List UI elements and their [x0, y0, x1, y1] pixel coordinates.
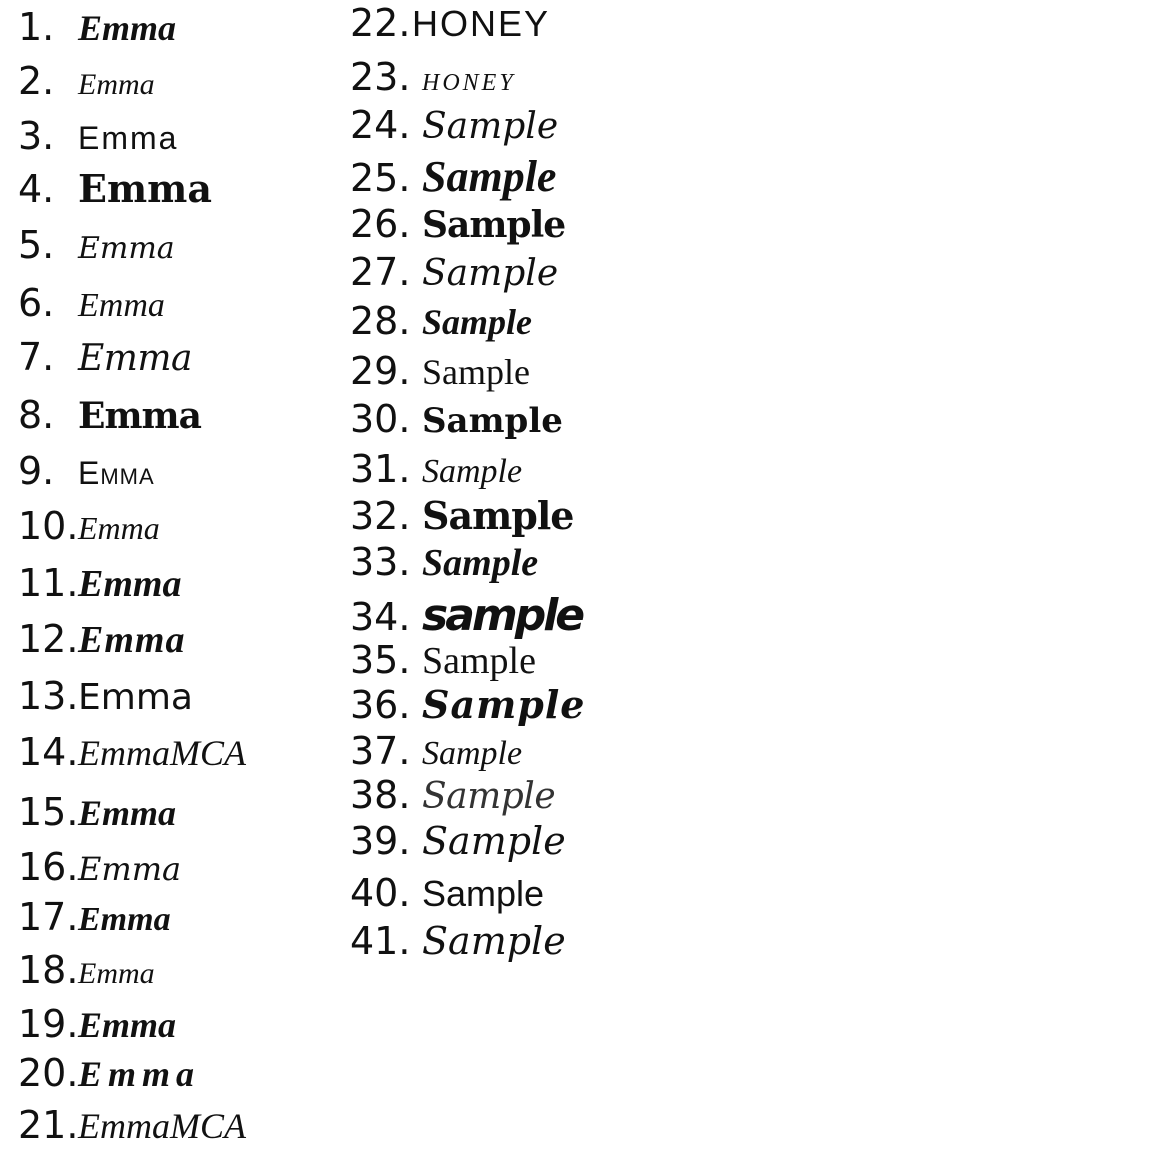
- font-option-5: [18, 223, 175, 267]
- option-number: 3.: [18, 114, 55, 158]
- option-number: 40.: [350, 871, 411, 915]
- sample-text: Sample: [422, 401, 563, 441]
- font-option-9: [18, 449, 155, 493]
- sample-text: Sample: [422, 453, 523, 490]
- sample-text: Sample: [422, 919, 566, 963]
- option-number: 37.: [350, 729, 411, 773]
- sample-text: Emma: [78, 850, 182, 888]
- option-number: 20.: [18, 1051, 79, 1095]
- font-option-2: [18, 59, 155, 103]
- sample-text: Emma: [78, 901, 171, 938]
- option-number: 26.: [350, 202, 411, 246]
- option-number: 18.: [18, 948, 79, 992]
- font-option-11: [18, 561, 182, 605]
- sample-text: EmmaMCA: [78, 1106, 246, 1146]
- option-number: 4.: [18, 167, 55, 211]
- option-number: 17.: [18, 895, 79, 939]
- font-option-28: [350, 299, 533, 343]
- font-option-19: [18, 1002, 177, 1046]
- sample-text: Sample: [422, 640, 536, 682]
- font-option-8: [18, 393, 201, 437]
- sample-text: Emma: [78, 1005, 177, 1045]
- font-option-31: [350, 447, 523, 491]
- font-option-21: [18, 1103, 246, 1147]
- font-option-40: [350, 871, 545, 915]
- sample-text: Emma: [78, 120, 179, 156]
- sample-text: Emma: [78, 338, 193, 379]
- option-number: 22.: [350, 1, 411, 45]
- sample-text: Emma: [78, 563, 182, 605]
- font-option-39: [350, 819, 566, 863]
- font-option-3: [18, 114, 179, 158]
- sample-text: Emma: [78, 619, 186, 661]
- sample-text: Emma: [78, 395, 201, 437]
- font-option-37: [350, 729, 523, 773]
- font-option-1: [18, 5, 177, 49]
- font-option-14: [18, 730, 246, 774]
- font-option-38: [350, 773, 556, 817]
- sample-text: Emma: [78, 231, 175, 266]
- option-number: 35.: [350, 638, 411, 682]
- option-number: 32.: [350, 494, 411, 538]
- font-option-34: [350, 590, 583, 641]
- font-option-24: [350, 103, 559, 147]
- sample-text: sample: [422, 590, 583, 641]
- option-number: 13.: [18, 674, 79, 718]
- option-number: 19.: [18, 1002, 79, 1046]
- sample-text: HONEY: [422, 70, 516, 96]
- sample-text: Sample: [422, 682, 586, 727]
- sample-text: Sample: [422, 302, 533, 342]
- option-number: 30.: [350, 397, 411, 441]
- font-option-7: [18, 335, 193, 379]
- sample-text: Emma: [78, 1054, 201, 1094]
- sample-text: Emma: [78, 8, 177, 48]
- sample-text: Emma: [78, 793, 177, 833]
- option-number: 14.: [18, 730, 79, 774]
- option-number: 10.: [18, 504, 79, 548]
- sample-text: Emma: [78, 677, 193, 718]
- sample-text: Sample: [422, 152, 557, 201]
- font-option-30: [350, 397, 563, 441]
- font-option-23: [350, 55, 516, 99]
- sample-text: Sample: [422, 106, 559, 147]
- option-number: 2.: [18, 59, 55, 103]
- option-number: 38.: [350, 773, 411, 817]
- option-number: 41.: [350, 919, 411, 963]
- sample-text: Emma: [78, 287, 165, 324]
- font-option-33: [350, 540, 539, 584]
- sample-text: Emma: [78, 455, 155, 491]
- option-number: 8.: [18, 393, 55, 437]
- font-option-15: [18, 790, 177, 834]
- sample-text: Sample: [422, 204, 566, 246]
- font-option-26: [350, 202, 566, 246]
- font-option-25: [350, 152, 557, 201]
- sample-text: Sample: [422, 352, 530, 392]
- sample-text: Sample: [422, 735, 523, 772]
- option-number: 11.: [18, 561, 79, 605]
- sample-text: Sample: [422, 493, 574, 538]
- font-option-29: [350, 349, 530, 393]
- option-number: 31.: [350, 447, 411, 491]
- sample-text: Sample: [422, 819, 566, 863]
- sample-text: Sample: [422, 542, 539, 584]
- option-number: 9.: [18, 449, 55, 493]
- font-option-36: [350, 682, 586, 727]
- option-number: 6.: [18, 281, 55, 325]
- sample-text: Sample: [422, 776, 556, 817]
- option-number: 29.: [350, 349, 411, 393]
- font-option-32: [350, 493, 574, 538]
- font-option-41: [350, 919, 566, 963]
- option-number: 33.: [350, 540, 411, 584]
- font-option-20: [18, 1051, 201, 1095]
- option-number: 24.: [350, 103, 411, 147]
- option-number: 12.: [18, 617, 79, 661]
- sample-text: Emma: [78, 510, 160, 546]
- font-option-17: [18, 895, 171, 939]
- font-option-6: [18, 281, 165, 325]
- sample-text: Emma: [78, 68, 155, 101]
- option-number: 39.: [350, 819, 411, 863]
- font-option-27: [350, 250, 559, 294]
- option-number: 28.: [350, 299, 411, 343]
- font-option-18: [18, 948, 155, 992]
- sample-text: EmmaMCA: [78, 733, 246, 773]
- option-number: 34.: [350, 595, 411, 639]
- sample-text: Emma: [78, 166, 213, 211]
- font-option-4: [18, 166, 213, 211]
- option-number: 27.: [350, 250, 411, 294]
- font-option-16: [18, 845, 182, 889]
- font-option-22: [350, 1, 551, 45]
- font-option-10: [18, 504, 160, 548]
- option-number: 21.: [18, 1103, 79, 1147]
- option-number: 1.: [18, 5, 55, 49]
- option-number: 16.: [18, 845, 79, 889]
- font-option-12: [18, 617, 186, 661]
- option-number: 23.: [350, 55, 411, 99]
- option-number: 5.: [18, 223, 55, 267]
- option-number: 25.: [350, 156, 411, 200]
- sample-text: Sample: [422, 253, 559, 294]
- option-number: 36.: [350, 683, 411, 727]
- sample-text: Sample: [422, 873, 545, 914]
- option-number: 7.: [18, 335, 55, 379]
- font-option-35: [350, 638, 536, 682]
- sample-text: HONEY: [412, 3, 551, 44]
- font-option-13: [18, 674, 193, 718]
- option-number: 15.: [18, 790, 79, 834]
- sample-text: Emma: [78, 957, 155, 990]
